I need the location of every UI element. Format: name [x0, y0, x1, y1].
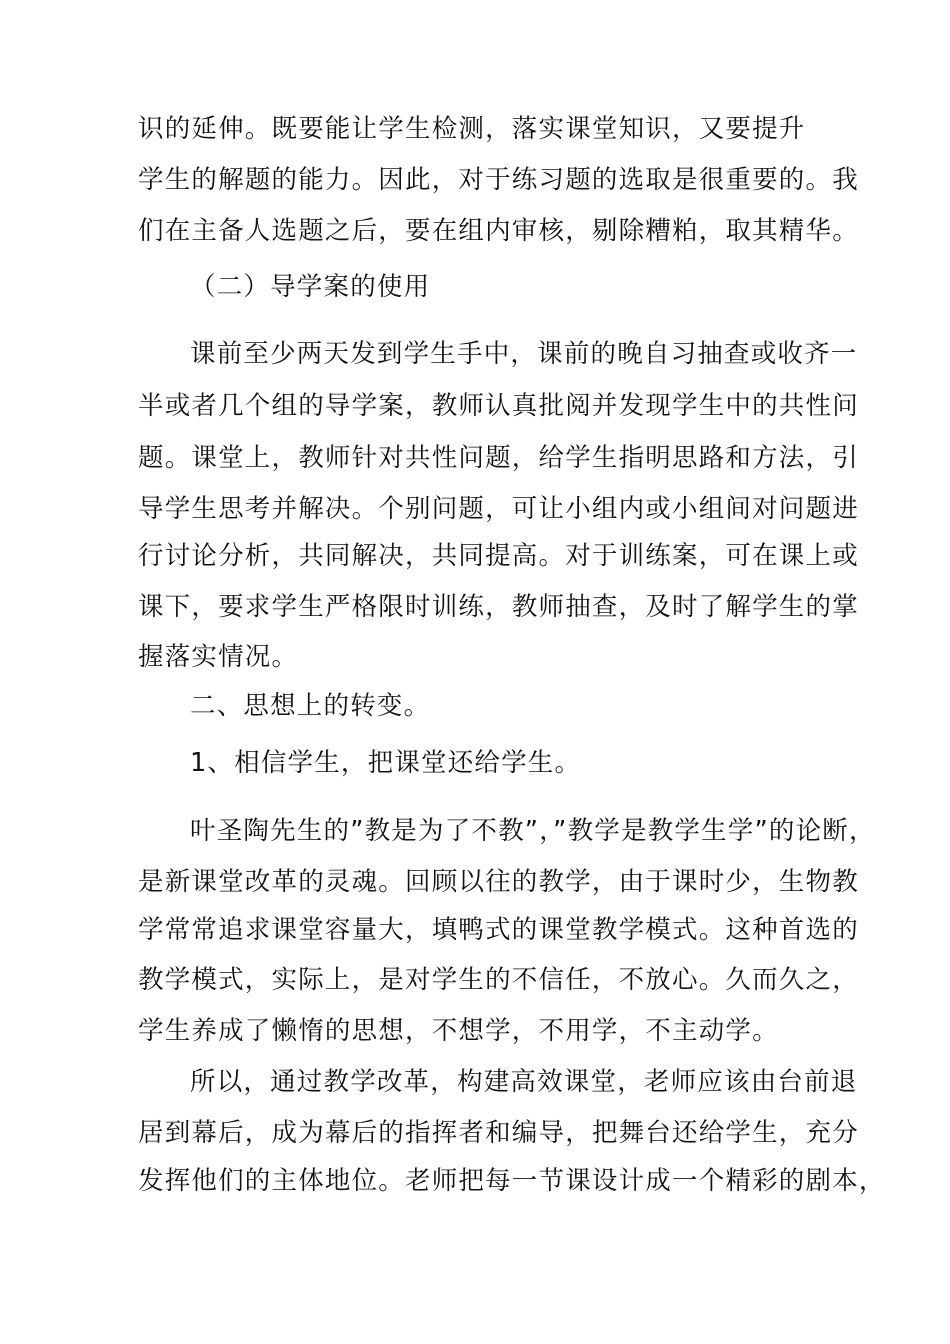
text-line-14: 叶圣陶先生的”教是为了不教”，”教学是教学生学”的论断， [190, 816, 876, 846]
text-line-19: 所以，通过教学改革，构建高效课堂，老师应该由台前退 [190, 1067, 858, 1097]
text-line-21: 发挥他们的主体地位。老师把每一节课设计成一个精彩的剧本， [138, 1166, 886, 1196]
text-line-11: 握落实情况。 [138, 642, 299, 672]
text-line-7: 题。课堂上，教师针对共性问题，给学生指明思路和方法，引 [138, 443, 859, 473]
text-line-3: 们在主备人选题之后，要在组内审核，剔除糟粕，取其精华。 [138, 216, 859, 246]
text-line-18: 学生养成了懒惰的思想，不想学，不用学，不主动学。 [138, 1016, 779, 1046]
text-line-15: 是新课堂改革的灵魂。回顾以往的教学，由于课时少，生物教 [138, 867, 859, 897]
text-line-20: 居到幕后，成为幕后的指挥者和编导，把舞台还给学生，充分 [138, 1118, 859, 1148]
text-line-1: 识的延伸。既要能让学生检测，落实课堂知识，又要提升 [138, 114, 806, 144]
text-line-5: 课前至少两天发到学生手中，课前的晚自习抽查或收齐一 [190, 339, 858, 369]
text-line-10: 课下，要求学生严格限时训练，教师抽查，及时了解学生的掌 [138, 592, 859, 622]
text-line-8: 导学生思考并解决。个别问题，可让小组内或小组间对问题进 [138, 494, 859, 524]
text-line-17: 教学模式，实际上，是对学生的不信任，不放心。久而久之， [138, 965, 859, 995]
section-heading-thinking: 二、思想上的转变。 [190, 691, 431, 721]
section-heading-2: （二）导学案的使用 [190, 272, 431, 302]
text-line-6: 半或者几个组的导学案，教师认真批阅并发现学生中的共性问 [138, 391, 859, 421]
text-line-9: 行讨论分析，共同解决，共同提高。对于训练案，可在课上或 [138, 541, 859, 571]
subheading-trust-students: 1、相信学生，把课堂还给学生。 [190, 748, 582, 778]
text-line-2: 学生的解题的能力。因此，对于练习题的选取是很重要的。我 [138, 165, 859, 195]
text-line-16: 学常常追求课堂容量大，填鸭式的课堂教学模式。这种首选的 [138, 915, 859, 945]
